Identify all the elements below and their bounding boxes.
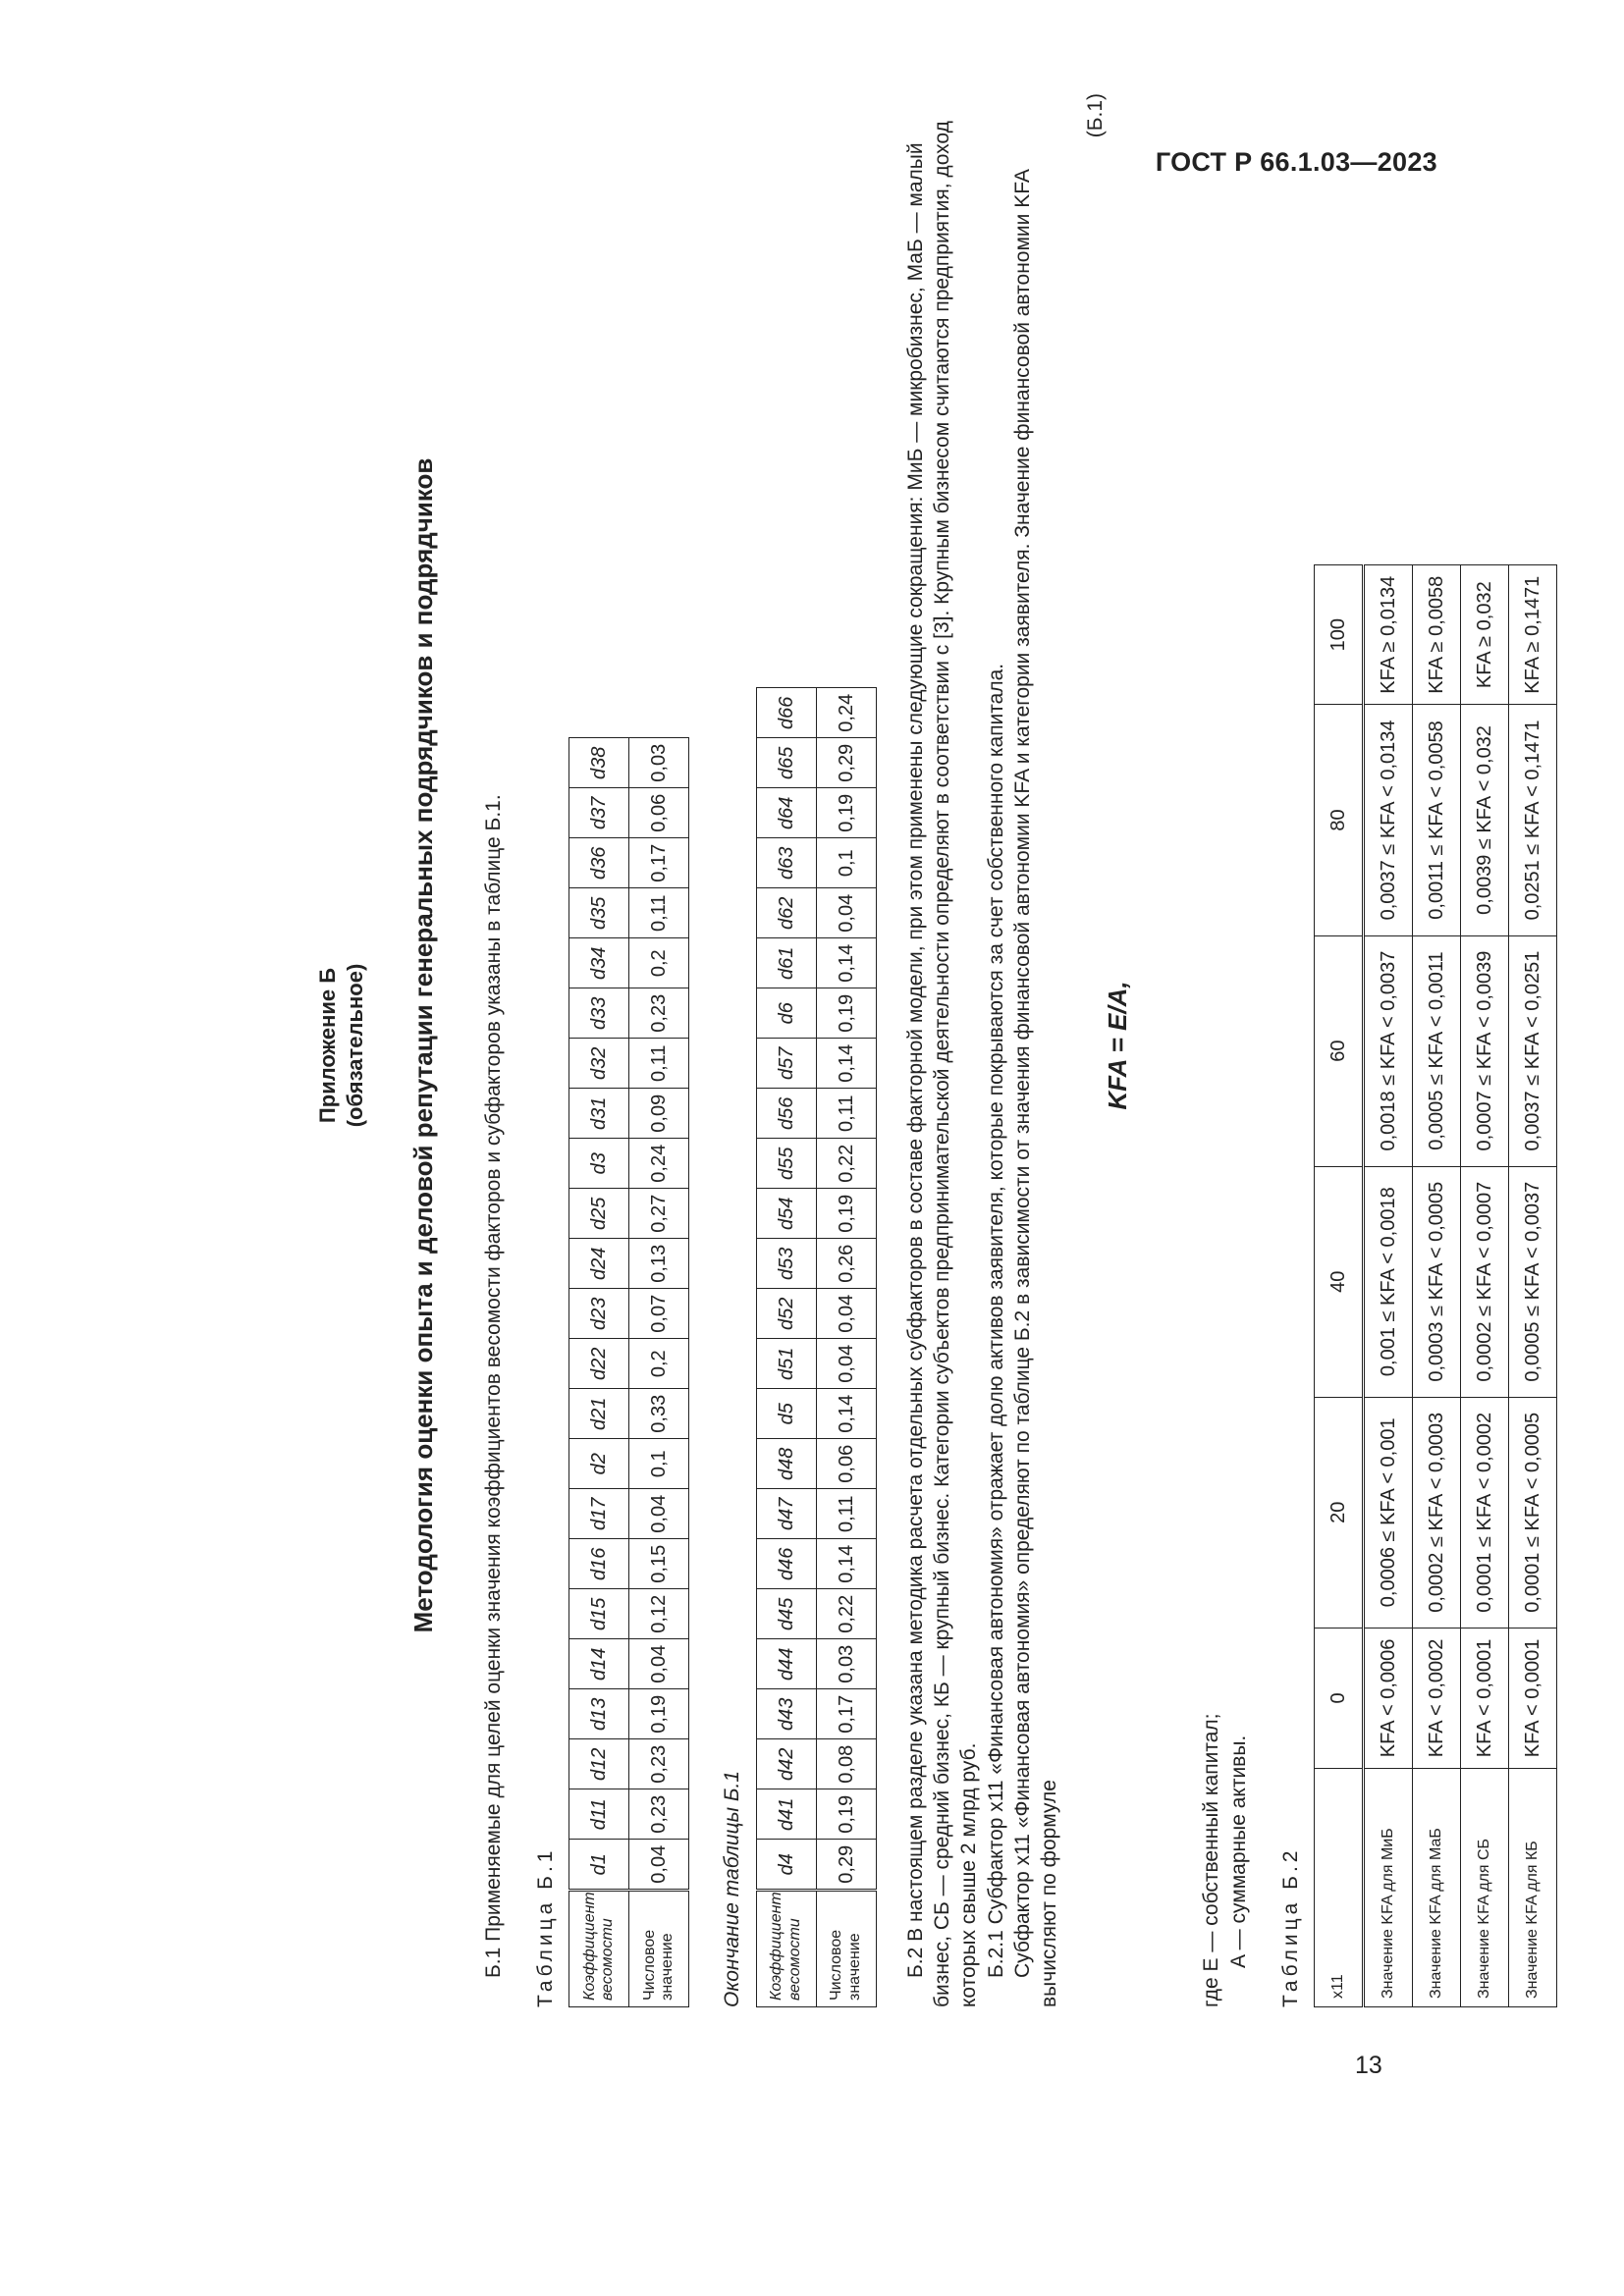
value-cell: 0,04 bbox=[629, 1840, 689, 1891]
range-cell: KFA < 0,0001 bbox=[1461, 1628, 1509, 1768]
coef-cell: d35 bbox=[569, 888, 629, 938]
range-cell: KFA ≥ 0,0134 bbox=[1364, 565, 1413, 705]
value-cell: 0,1 bbox=[629, 1439, 689, 1489]
value-cell: 0,14 bbox=[816, 1039, 876, 1089]
coef-cell: d63 bbox=[756, 838, 816, 888]
coef-cell: d13 bbox=[569, 1689, 629, 1739]
range-cell: KFA < 0,0001 bbox=[1509, 1628, 1557, 1768]
value-cell: 0,14 bbox=[816, 1539, 876, 1589]
value-cell: 0,24 bbox=[816, 688, 876, 738]
row-header-value: Числовое значение bbox=[816, 1891, 876, 2007]
coef-cell: d53 bbox=[756, 1239, 816, 1289]
range-cell: 0,0037 ≤ KFA < 0,0134 bbox=[1364, 705, 1413, 935]
coef-cell: d45 bbox=[756, 1589, 816, 1639]
formula-kfa: KFA = E/A, bbox=[1103, 981, 1133, 1110]
value-cell: 0,26 bbox=[816, 1239, 876, 1289]
appendix-label: Приложение Б bbox=[315, 967, 340, 1124]
paragraph-b2: Б.2 В настоящем разделе указана методика расчета отдельных субфакторов в составе факторной модели, при этом применены следующие сокращения: МиБ — микробизнес, МаБ — малый бизнес, СБ — средний бизнес, КБ — крупный бизнес. Категории субъектов предпринимательской деятельности определяют в соответствии с [3]. Крупным бизнесом считаются предприятия, доход которых свыше 2 млрд руб. bbox=[903, 121, 981, 2007]
standard-number: ГОСТ Р 66.1.03—2023 bbox=[1155, 147, 1437, 177]
coef-cell: d38 bbox=[569, 738, 629, 788]
table-row bbox=[1509, 565, 1557, 2007]
value-cell: 0,11 bbox=[816, 1489, 876, 1539]
value-cell: 0,23 bbox=[629, 988, 689, 1039]
row-header-coef: Коэффициент весомости bbox=[569, 1891, 629, 2007]
formula-number: (Б.1) bbox=[1084, 93, 1108, 138]
value-cell: 0,04 bbox=[629, 1489, 689, 1539]
coef-cell: d46 bbox=[756, 1539, 816, 1589]
value-cell: 0,19 bbox=[816, 788, 876, 838]
value-cell: 0,11 bbox=[816, 1089, 876, 1139]
range-cell: 0,0251 ≤ KFA < 0,1471 bbox=[1509, 705, 1557, 935]
header-cell: 80 bbox=[1315, 705, 1364, 935]
range-cell: 0,0039 ≤ KFA < 0,032 bbox=[1461, 705, 1509, 935]
value-cell: 0,22 bbox=[816, 1589, 876, 1639]
coef-cell: d36 bbox=[569, 838, 629, 888]
range-cell: 0,001 ≤ KFA < 0,0018 bbox=[1364, 1166, 1413, 1397]
document-title: Методология оценки опыта и деловой репутации генеральных подрядчиков и подрядчиков bbox=[408, 457, 438, 1633]
coef-cell: d3 bbox=[569, 1139, 629, 1189]
row-header-value: Числовое значение bbox=[629, 1891, 689, 2007]
range-cell: KFA ≥ 0,0058 bbox=[1413, 565, 1461, 705]
appendix-note: (обязательное) bbox=[342, 963, 367, 1128]
coef-cell: d55 bbox=[756, 1139, 816, 1189]
coef-cell: d52 bbox=[756, 1289, 816, 1339]
coef-cell: d47 bbox=[756, 1489, 816, 1539]
range-cell: KFA < 0,0006 bbox=[1364, 1628, 1413, 1768]
value-cell: 0,1 bbox=[816, 838, 876, 888]
table-row bbox=[1364, 565, 1413, 2007]
page-content bbox=[206, 83, 1544, 2007]
coef-cell: d64 bbox=[756, 788, 816, 838]
value-cell: 0,23 bbox=[629, 1789, 689, 1840]
value-cell: 0,03 bbox=[629, 738, 689, 788]
coef-cell: d4 bbox=[756, 1840, 816, 1891]
header-cell: x11 bbox=[1315, 1769, 1364, 2007]
value-cell: 0,19 bbox=[816, 1789, 876, 1840]
range-cell: KFA ≥ 0,032 bbox=[1461, 565, 1509, 705]
coef-cell: d15 bbox=[569, 1589, 629, 1639]
value-cell: 0,04 bbox=[816, 888, 876, 938]
value-cell: 0,13 bbox=[629, 1239, 689, 1289]
range-cell: 0,0002 ≤ KFA < 0,0007 bbox=[1461, 1166, 1509, 1397]
coef-cell: d62 bbox=[756, 888, 816, 938]
definition-e: где E — собственный капитал; bbox=[1200, 1713, 1223, 2007]
value-cell: 0,04 bbox=[816, 1339, 876, 1389]
row-header-cell: Значение KFA для КБ bbox=[1509, 1769, 1557, 2007]
value-cell: 0,07 bbox=[629, 1289, 689, 1339]
value-cell: 0,08 bbox=[816, 1739, 876, 1789]
value-cell: 0,04 bbox=[629, 1639, 689, 1689]
coef-cell: d65 bbox=[756, 738, 816, 788]
value-cell: 0,17 bbox=[629, 838, 689, 888]
coef-cell: d6 bbox=[756, 988, 816, 1039]
value-cell: 0,22 bbox=[816, 1139, 876, 1189]
table-b1-caption: Таблица Б.1 bbox=[534, 1846, 558, 2007]
coef-cell: d33 bbox=[569, 988, 629, 1039]
coef-cell: d32 bbox=[569, 1039, 629, 1089]
value-cell: 0,29 bbox=[816, 1840, 876, 1891]
coef-cell: d11 bbox=[569, 1789, 629, 1840]
value-cell: 0,11 bbox=[629, 888, 689, 938]
coef-cell: d41 bbox=[756, 1789, 816, 1840]
value-cell: 0,06 bbox=[816, 1439, 876, 1489]
value-cell: 0,27 bbox=[629, 1189, 689, 1239]
table-b1-continuation-caption: Окончание таблицы Б.1 bbox=[721, 1770, 744, 2007]
table-b2 bbox=[1314, 564, 1557, 2007]
table-b2-caption: Таблица Б.2 bbox=[1279, 1846, 1303, 2007]
paragraph-b21: Б.2.1 Субфактор x11 «Финансовая автономия» отражает долю активов заявителя, которые покрываются за счет собственного капитала. bbox=[984, 663, 1007, 1978]
coef-cell: d66 bbox=[756, 688, 816, 738]
value-cell: 0,03 bbox=[816, 1639, 876, 1689]
coef-cell: d56 bbox=[756, 1089, 816, 1139]
range-cell: KFA < 0,0002 bbox=[1413, 1628, 1461, 1768]
table-b2-header-row bbox=[1315, 565, 1364, 2007]
coef-row bbox=[569, 738, 629, 2007]
coef-cell: d5 bbox=[756, 1389, 816, 1439]
range-cell: 0,0002 ≤ KFA < 0,0003 bbox=[1413, 1397, 1461, 1628]
table-b1-part2 bbox=[756, 687, 877, 2007]
coef-cell: d37 bbox=[569, 788, 629, 838]
header-cell: 60 bbox=[1315, 935, 1364, 1166]
value-cell: 0,23 bbox=[629, 1739, 689, 1789]
value-cell: 0,19 bbox=[629, 1689, 689, 1739]
page-number: 13 bbox=[1355, 2052, 1382, 2079]
definitions bbox=[1198, 83, 1252, 2007]
row-header-cell: Значение KFA для МаБ bbox=[1413, 1769, 1461, 2007]
coef-cell: d14 bbox=[569, 1639, 629, 1689]
coef-cell: d21 bbox=[569, 1389, 629, 1439]
coef-cell: d57 bbox=[756, 1039, 816, 1089]
coef-cell: d31 bbox=[569, 1089, 629, 1139]
value-cell: 0,14 bbox=[816, 1389, 876, 1439]
range-cell: KFA ≥ 0,1471 bbox=[1509, 565, 1557, 705]
header-cell: 0 bbox=[1315, 1628, 1364, 1768]
range-cell: 0,0001 ≤ KFA < 0,0002 bbox=[1461, 1397, 1509, 1628]
range-cell: 0,0011 ≤ KFA < 0,0058 bbox=[1413, 705, 1461, 935]
value-row bbox=[816, 688, 876, 2007]
coef-cell: d61 bbox=[756, 938, 816, 988]
coef-cell: d54 bbox=[756, 1189, 816, 1239]
coef-cell: d34 bbox=[569, 938, 629, 988]
coef-cell: d24 bbox=[569, 1239, 629, 1289]
formula-row bbox=[1082, 83, 1170, 2007]
range-cell: 0,0001 ≤ KFA < 0,0005 bbox=[1509, 1397, 1557, 1628]
table-row bbox=[1413, 565, 1461, 2007]
header-cell: 40 bbox=[1315, 1166, 1364, 1397]
value-cell: 0,2 bbox=[629, 938, 689, 988]
coef-cell: d22 bbox=[569, 1339, 629, 1389]
value-cell: 0,2 bbox=[629, 1339, 689, 1389]
coef-cell: d17 bbox=[569, 1489, 629, 1539]
header-cell: 20 bbox=[1315, 1397, 1364, 1628]
range-cell: 0,0005 ≤ KFA < 0,0037 bbox=[1509, 1166, 1557, 1397]
intro-paragraph: Б.1 Применяемые для целей оценки значения коэффициентов весомости факторов и субфакторов указаны в таблице Б.1. bbox=[481, 794, 505, 1978]
value-cell: 0,24 bbox=[629, 1139, 689, 1189]
table-b1-part1 bbox=[568, 737, 689, 2007]
value-cell: 0,17 bbox=[816, 1689, 876, 1739]
range-cell: 0,0018 ≤ KFA < 0,0037 bbox=[1364, 935, 1413, 1166]
coef-cell: d2 bbox=[569, 1439, 629, 1489]
coef-cell: d1 bbox=[569, 1840, 629, 1891]
coef-cell: d25 bbox=[569, 1189, 629, 1239]
appendix-heading bbox=[314, 83, 368, 2007]
value-cell: 0,04 bbox=[816, 1289, 876, 1339]
row-header-cell: Значение KFA для МиБ bbox=[1364, 1769, 1413, 2007]
paragraph-b21-formula-intro: Субфактор x11 «Финансовая автономия» определяют по таблице Б.2 в зависимости от значения финансовой автономии KFA и категории заявителя. Значение финансовой автономии KFA вычисляют по формуле bbox=[1010, 170, 1061, 2007]
range-cell: 0,0007 ≤ KFA < 0,0039 bbox=[1461, 935, 1509, 1166]
coef-cell: d43 bbox=[756, 1689, 816, 1739]
row-header-coef: Коэффициент весомости bbox=[756, 1891, 816, 2007]
value-cell: 0,19 bbox=[816, 988, 876, 1039]
row-header-cell: Значение KFA для СБ bbox=[1461, 1769, 1509, 2007]
coef-cell: d23 bbox=[569, 1289, 629, 1339]
value-cell: 0,06 bbox=[629, 788, 689, 838]
header-cell: 100 bbox=[1315, 565, 1364, 705]
value-cell: 0,11 bbox=[629, 1039, 689, 1089]
coef-cell: d44 bbox=[756, 1639, 816, 1689]
value-cell: 0,15 bbox=[629, 1539, 689, 1589]
coef-cell: d51 bbox=[756, 1339, 816, 1389]
value-cell: 0,29 bbox=[816, 738, 876, 788]
coef-cell: d16 bbox=[569, 1539, 629, 1589]
range-cell: 0,0005 ≤ KFA < 0,0011 bbox=[1413, 935, 1461, 1166]
table-row bbox=[1461, 565, 1509, 2007]
coef-row bbox=[756, 688, 816, 2007]
value-cell: 0,09 bbox=[629, 1089, 689, 1139]
coef-cell: d48 bbox=[756, 1439, 816, 1489]
value-row bbox=[629, 738, 689, 2007]
value-cell: 0,14 bbox=[816, 938, 876, 988]
range-cell: 0,0037 ≤ KFA < 0,0251 bbox=[1509, 935, 1557, 1166]
value-cell: 0,12 bbox=[629, 1589, 689, 1639]
value-cell: 0,33 bbox=[629, 1389, 689, 1439]
value-cell: 0,19 bbox=[816, 1189, 876, 1239]
range-cell: 0,0003 ≤ KFA < 0,0005 bbox=[1413, 1166, 1461, 1397]
coef-cell: d42 bbox=[756, 1739, 816, 1789]
definition-a: A — суммарные активы. bbox=[1226, 1735, 1250, 1968]
coef-cell: d12 bbox=[569, 1739, 629, 1789]
range-cell: 0,0006 ≤ KFA < 0,001 bbox=[1364, 1397, 1413, 1628]
